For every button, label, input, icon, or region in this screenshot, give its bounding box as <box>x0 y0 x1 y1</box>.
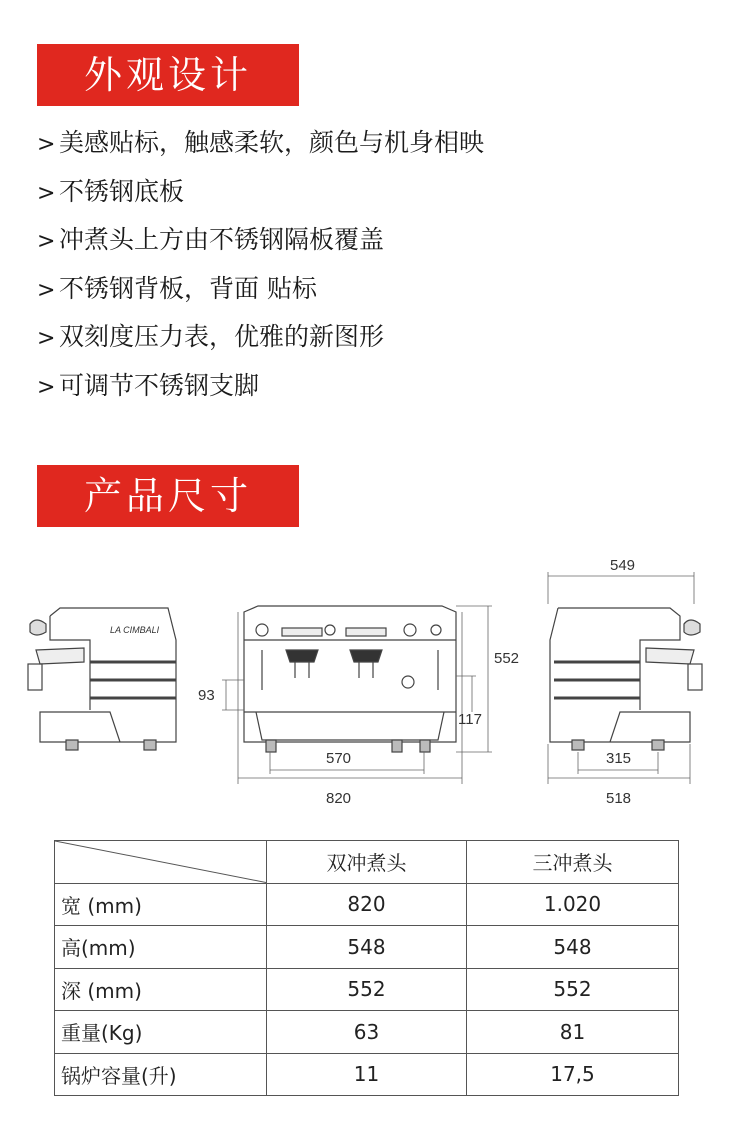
feature-list <box>37 121 484 412</box>
dim-side-feet: 315 <box>606 750 632 767</box>
feature-text: 不锈钢背板，背面 贴标 <box>59 273 317 303</box>
diagonal-line <box>55 841 266 883</box>
right-side-view <box>550 608 702 750</box>
feature-text: 冲煮头上方由不锈钢隔板覆盖 <box>59 225 385 254</box>
dim-tray-height: 93 <box>198 687 215 704</box>
row-label: 宽 (mm) <box>55 883 267 926</box>
table-row <box>55 1053 679 1096</box>
brand-logo-left: LA CIMBALI <box>110 625 160 635</box>
chevron-right-icon: > <box>37 229 56 254</box>
row-label: 高(mm) <box>55 926 267 969</box>
dim-side-depth-top: 549 <box>610 557 636 574</box>
dim-side-depth-bottom: 518 <box>606 790 632 807</box>
table-row <box>55 883 679 926</box>
table-header-two-group: 双冲煮头 <box>267 841 467 884</box>
section-title-design: 外观设计 <box>37 44 299 106</box>
cell-two-group: 548 <box>267 926 467 969</box>
feature-text: 可调节不锈钢支脚 <box>59 370 260 400</box>
chevron-right-icon: > <box>37 277 56 303</box>
chevron-right-icon: > <box>37 132 56 157</box>
front-view <box>244 606 456 752</box>
feature-item <box>37 267 484 316</box>
dim-tray-gap: 117 <box>458 711 482 728</box>
row-label: 锅炉容量(升) <box>55 1053 267 1096</box>
table-header-three-group: 三冲煮头 <box>467 841 679 884</box>
cell-two-group: 820 <box>267 883 467 926</box>
cell-three-group: 17,5 <box>467 1053 679 1096</box>
cell-two-group: 552 <box>267 968 467 1011</box>
dim-front-width: 820 <box>326 790 352 807</box>
chevron-right-icon: > <box>37 180 56 206</box>
cell-two-group: 63 <box>267 1011 467 1054</box>
feature-item <box>37 315 484 364</box>
feature-item <box>37 364 484 413</box>
table-header-row <box>55 841 679 884</box>
dim-front-feet: 570 <box>326 750 352 767</box>
table-row <box>55 926 679 969</box>
cell-three-group: 1.020 <box>467 883 679 926</box>
table-corner-cell <box>55 841 267 884</box>
cell-three-group: 81 <box>467 1011 679 1054</box>
cell-three-group: 552 <box>467 968 679 1011</box>
section-title-size: 产品尺寸 <box>37 465 299 527</box>
feature-item <box>37 218 484 267</box>
cell-three-group: 548 <box>467 926 679 969</box>
feature-text: 双刻度压力表，优雅的新图形 <box>59 322 385 351</box>
table-row <box>55 1011 679 1054</box>
feature-text: 美感贴标，触感柔软，颜色与机身相映 <box>59 128 485 157</box>
chevron-right-icon: > <box>37 326 56 351</box>
feature-text: 不锈钢底板 <box>59 176 185 206</box>
row-label: 深 (mm) <box>55 968 267 1011</box>
chevron-right-icon: > <box>37 374 56 400</box>
cell-two-group: 11 <box>267 1053 467 1096</box>
dim-front-height: 552 <box>494 650 520 667</box>
dimension-drawings <box>0 550 730 820</box>
table-row <box>55 968 679 1011</box>
feature-item <box>37 170 484 219</box>
feature-item <box>37 121 484 170</box>
row-label: 重量(Kg) <box>55 1011 267 1054</box>
spec-table <box>54 840 679 1096</box>
